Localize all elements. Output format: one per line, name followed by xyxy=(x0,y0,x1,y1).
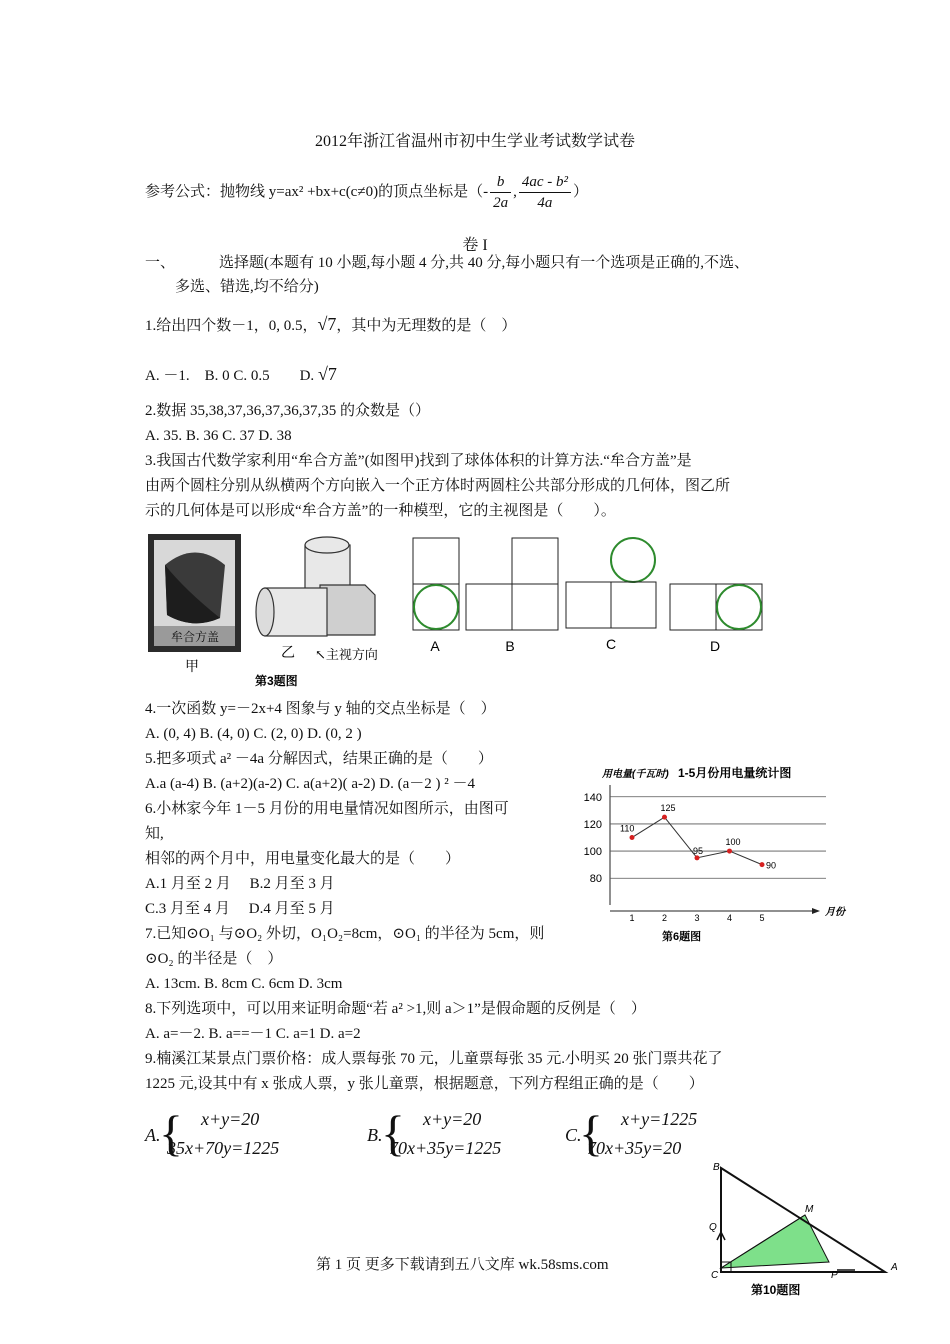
option-a-label: A xyxy=(430,638,440,654)
view-direction: ↖主视方向 xyxy=(315,647,378,662)
equation-1: x+y=20 xyxy=(201,1109,260,1129)
chart-ytick-label: 140 xyxy=(583,791,602,804)
q2-options: A. 35. B. 36 C. 37 D. 38 xyxy=(145,428,292,444)
q7-line2: ⊙O₂ 的半径是（ ） xyxy=(145,951,283,967)
reference-formula xyxy=(145,172,588,213)
chart-point xyxy=(630,835,635,840)
photo-label: 牟合方盖 xyxy=(170,630,220,644)
q1-stem-b: ，其中为无理数的是（ ） xyxy=(336,318,517,334)
option-d-label: D xyxy=(709,638,721,654)
q1-options xyxy=(145,364,337,386)
point-q: Q xyxy=(709,1222,717,1233)
q6-line3: 相邻的两个月中，用电量变化最大的是（ ） xyxy=(145,851,461,867)
option-d-view xyxy=(670,584,762,630)
brace-icon: { xyxy=(579,1105,603,1161)
brace-icon: { xyxy=(159,1105,183,1161)
formula-comma: , xyxy=(513,183,517,200)
q8-stem: 8.下列选项中，可以用来证明命题“若 a² >1,则 a＞1”是假命题的反例是（ ） xyxy=(145,1001,646,1017)
option-a-view xyxy=(413,538,459,630)
q4-stem: 4.一次函数 y=－2x+4 图象与 y 轴的交点坐标是（ ） xyxy=(145,701,496,717)
point-b: B xyxy=(713,1162,720,1173)
page-title: 2012年浙江省温州市初中生学业考试数学试卷 xyxy=(314,133,635,150)
system-c xyxy=(565,1107,745,1167)
equation-1: x+y=1225 xyxy=(621,1109,698,1129)
q6-line1: 6.小林家今年 1－5 月份的用电量情况如图所示，由图可 xyxy=(145,801,509,817)
q4-options: A. (0, 4) B. (4, 0) C. (2, 0) D. (0, 2 ) xyxy=(145,726,362,742)
option-d-figure xyxy=(665,580,775,655)
electricity-chart xyxy=(570,760,860,950)
chart-xtick-label: 4 xyxy=(726,913,733,923)
option-b-label: B xyxy=(505,638,515,654)
q3-line1: 3.我国古代数学家利用“牟合方盖”(如图甲)找到了球体体积的计算方法.“牟合方盖”是 xyxy=(145,453,692,469)
equation-2: 70x+35y=1225 xyxy=(389,1138,502,1158)
q5-options: A.a (a-4) B. (a+2)(a-2) C. a(a+2)( a-2) D. (a－2 ) ² －4 xyxy=(145,776,476,792)
point-m: M xyxy=(805,1204,814,1215)
q8-options: A. a=－2. B. a==－1 C. a=1 D. a=2 xyxy=(145,1026,361,1042)
fig10-caption: 第10题图 xyxy=(751,1283,801,1297)
chart-data-label: 100 xyxy=(725,837,741,848)
system-label: A. xyxy=(145,1125,161,1145)
q9-line1: 9.楠溪江某景点门票价格：成人票每张 70 元，儿童票每张 35 元.小明买 20 张门票共花了 xyxy=(145,1051,723,1067)
q3-figure xyxy=(145,530,665,695)
q2-stem: 2.数据 35,38,37,36,37,36,37,35 的众数是（） xyxy=(145,403,431,419)
fraction-den: 2a xyxy=(493,195,509,211)
q3-caption: 第3题图 xyxy=(255,674,298,688)
system-a xyxy=(145,1107,325,1167)
sqrt-seven: √7 xyxy=(317,364,337,384)
page-footer: 第 1 页 更多下载请到五八文库 wk.58sms.com xyxy=(316,1257,609,1273)
sqrt-seven: √7 xyxy=(317,314,337,334)
chart-xtick-label: 1 xyxy=(629,913,635,923)
model-yi xyxy=(256,537,375,636)
label-yi: 乙 xyxy=(281,646,295,661)
q6-options-1: A.1 月至 2 月 B.2 月至 3 月 xyxy=(145,876,335,892)
fig10-triangle xyxy=(705,1160,905,1300)
system-label: B. xyxy=(367,1125,383,1145)
fraction-num: b xyxy=(490,172,511,193)
point-c: C xyxy=(711,1270,719,1281)
fraction-num: 4ac - b² xyxy=(519,172,571,193)
section-line1: 选择题(本题有 10 小题,每小题 4 分,共 40 分,每小题只有一个选项是正确的,不选、 xyxy=(219,255,750,271)
section-line2: 多选、错选,均不给分) xyxy=(175,279,319,295)
chart-point xyxy=(727,849,732,854)
q5-stem: 5.把多项式 a² －4a 分解因式，结果正确的是（ ） xyxy=(145,751,493,767)
chart-data-label: 110 xyxy=(620,823,635,834)
chart-title: 1-5月份用电量统计图 xyxy=(678,766,792,780)
q1-opts: A. －1. B. 0 C. 0.5 D. xyxy=(145,368,318,384)
chart-data-label: 90 xyxy=(766,860,777,871)
section-num: 一、 xyxy=(145,255,176,271)
point-p: P xyxy=(831,1270,838,1281)
option-c-label: C xyxy=(605,636,617,652)
chart-point xyxy=(662,815,667,820)
q7-line1: 7.已知⊙O₁ 与⊙O₂ 外切，O₁O₂=8cm，⊙O₁ 的半径为 5cm，则 xyxy=(145,926,545,942)
fraction-b-2a xyxy=(490,172,511,213)
fraction-4ac xyxy=(519,172,571,213)
q1-stem xyxy=(145,314,516,336)
formula-suffix: ） xyxy=(572,183,588,200)
q6-line2: 知, xyxy=(145,826,164,842)
equation-2: 35x+70y=1225 xyxy=(167,1138,280,1158)
q9-line2: 1225 元,设其中有 x 张成人票，y 张儿童票，根据题意，下列方程组正确的是（ ） xyxy=(145,1076,704,1092)
equation-1: x+y=20 xyxy=(423,1109,482,1129)
brace-icon: { xyxy=(381,1105,405,1161)
q6-options-2: C.3 月至 4 月 D.4 月至 5 月 xyxy=(145,901,335,917)
chart-ylabel: 用电量(千瓦时) xyxy=(602,769,669,780)
q7-options: A. 13cm. B. 8cm C. 6cm D. 3cm xyxy=(145,976,343,992)
option-c-view xyxy=(566,538,656,628)
chart-ytick-label: 100 xyxy=(583,846,602,859)
q3-line2: 由两个圆柱分别从纵横两个方向嵌入一个正方体时两圆柱公共部分形成的几何体，图乙所 xyxy=(145,478,731,494)
equation-2: 70x+35y=20 xyxy=(587,1138,682,1158)
q3-line3: 示的几何体是可以形成“牟合方盖”的一种模型，它的主视图是（ ）。 xyxy=(145,503,616,519)
chart-data-label: 95 xyxy=(693,845,704,856)
formula-prefix: 参考公式：抛物线 y=ax² +bx+c(c≠0)的顶点坐标是（ xyxy=(145,183,484,200)
fraction-den: 4a xyxy=(537,195,553,211)
chart-xtick-label: 2 xyxy=(661,913,668,923)
chart-ytick-label: 80 xyxy=(589,873,602,886)
chart-x-arrow-icon xyxy=(812,908,820,914)
label-jia: 甲 xyxy=(185,660,199,675)
q1-stem-a: 1.给出四个数－1，0, 0.5， xyxy=(145,318,318,334)
chart-xlabel: 月份 xyxy=(825,907,845,918)
system-label: C. xyxy=(565,1125,582,1145)
system-b xyxy=(367,1107,547,1167)
volume-heading: 卷 I xyxy=(462,237,488,254)
chart-xtick-label: 5 xyxy=(759,913,765,923)
point-a: A xyxy=(891,1262,898,1273)
formula-neg: - xyxy=(483,183,489,200)
chart-point xyxy=(760,862,765,867)
photo-jia xyxy=(148,534,241,652)
section-heading xyxy=(145,253,749,273)
option-b-view xyxy=(466,538,558,630)
chart-point xyxy=(695,855,700,860)
chart-ytick-label: 120 xyxy=(583,818,602,831)
chart-data-label: 125 xyxy=(660,803,676,814)
chart-xtick-label: 3 xyxy=(694,913,700,923)
chart-caption: 第6题图 xyxy=(662,931,702,943)
